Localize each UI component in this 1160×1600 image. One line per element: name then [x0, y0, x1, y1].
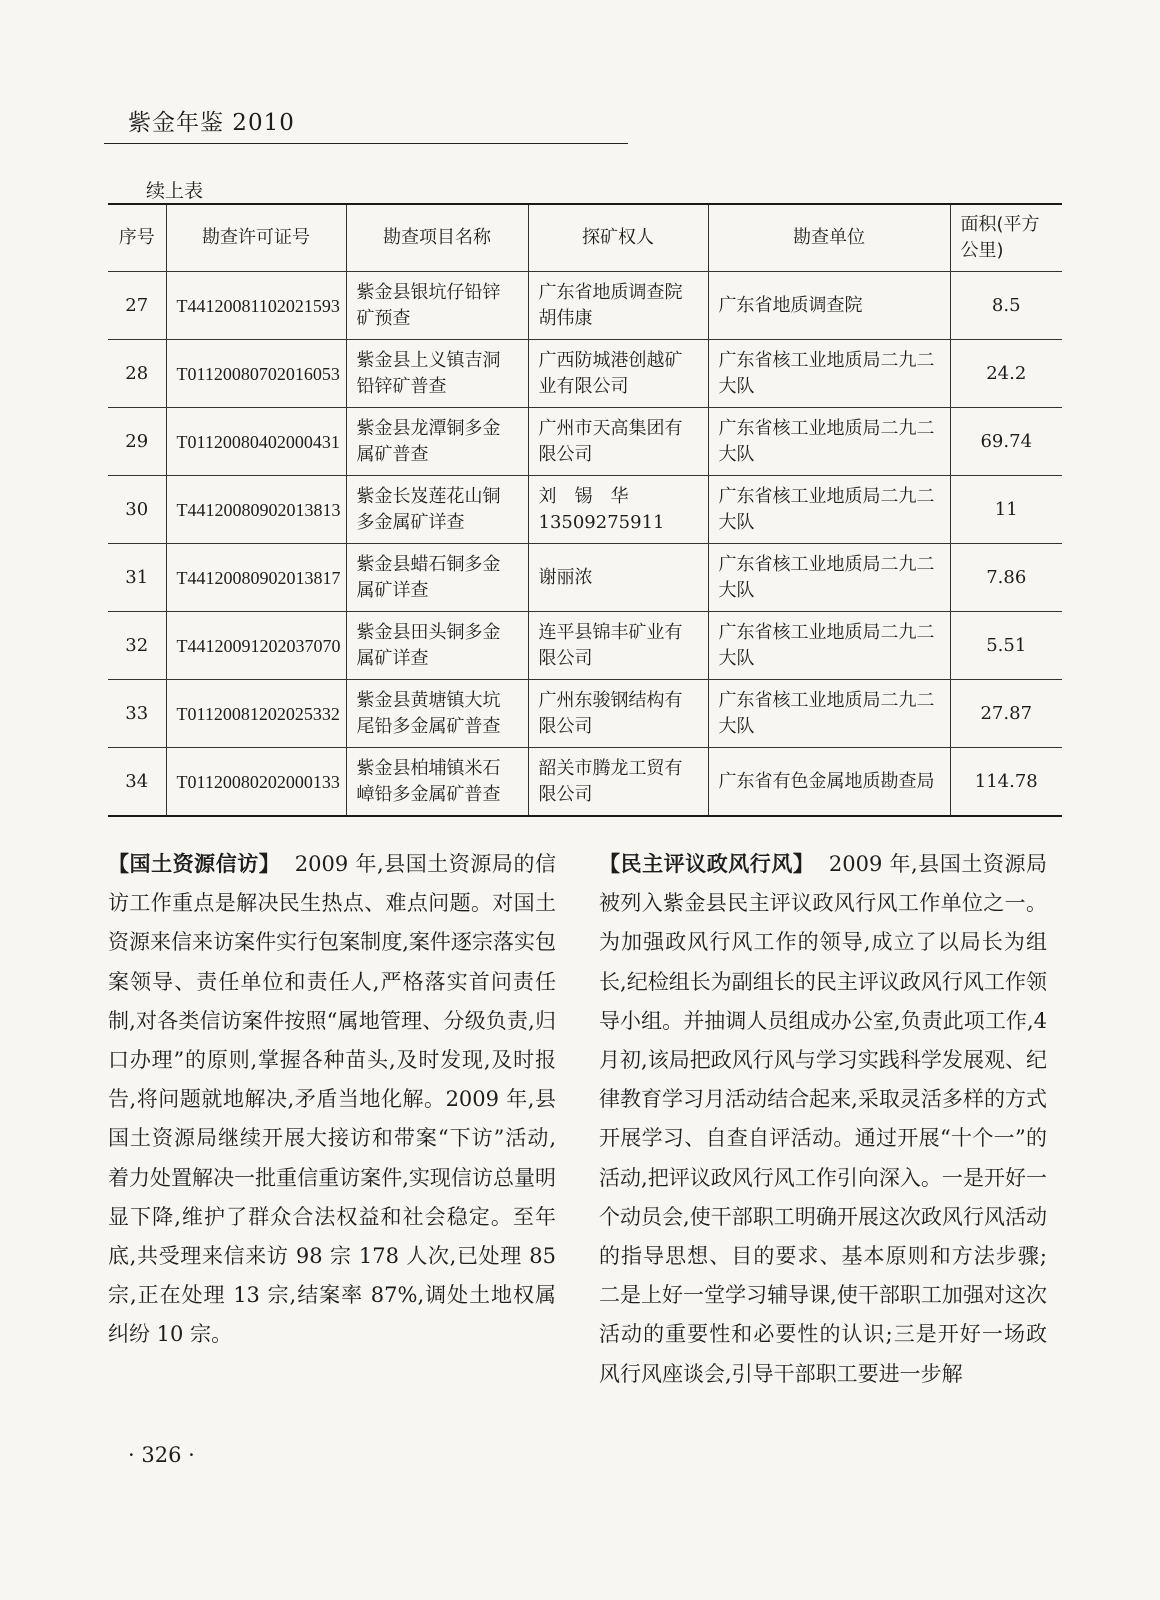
col-header-unit: 勘查单位 — [708, 204, 950, 272]
cell-area: 7.86 — [950, 544, 1062, 612]
cell-holder: 韶关市腾龙工贸有限公司 — [528, 748, 708, 817]
cell-holder: 广州市天高集团有限公司 — [528, 408, 708, 476]
cell-project: 紫金县柏埔镇米石嶂铅多金属矿普查 — [346, 748, 528, 817]
page-number: · 326 · — [128, 1443, 195, 1467]
running-header-title: 紫金年鉴 2010 — [128, 110, 295, 136]
cell-serial: 31 — [108, 544, 166, 612]
cell-area: 69.74 — [950, 408, 1062, 476]
cell-permit: T01120080702016053 — [166, 340, 346, 408]
table-row — [108, 748, 1062, 817]
table-row — [108, 680, 1062, 748]
cell-area: 5.51 — [950, 612, 1062, 680]
cell-permit: T44120081102021593 — [166, 272, 346, 340]
cell-permit: T01120080202000133 — [166, 748, 346, 817]
cell-serial: 30 — [108, 476, 166, 544]
cell-area: 24.2 — [950, 340, 1062, 408]
table-row — [108, 612, 1062, 680]
col-header-serial: 序号 — [108, 204, 166, 272]
cell-holder: 广西防城港创越矿业有限公司 — [528, 340, 708, 408]
table-header-row — [108, 204, 1062, 272]
cell-unit: 广东省核工业地质局二九二大队 — [708, 408, 950, 476]
cell-holder: 刘 锡 华 13509275911 — [528, 476, 708, 544]
cell-unit: 广东省核工业地质局二九二大队 — [708, 544, 950, 612]
cell-holder: 连平县锦丰矿业有限公司 — [528, 612, 708, 680]
cell-holder: 广州东骏钢结构有限公司 — [528, 680, 708, 748]
cell-project: 紫金县银坑仔铅锌矿预查 — [346, 272, 528, 340]
cell-unit: 广东省核工业地质局二九二大队 — [708, 476, 950, 544]
col-header-holder: 探矿权人 — [528, 204, 708, 272]
cell-permit: T44120080902013813 — [166, 476, 346, 544]
col-header-project: 勘查项目名称 — [346, 204, 528, 272]
section-democratic-appraisal — [599, 845, 1047, 1394]
cell-holder: 谢丽浓 — [528, 544, 708, 612]
cell-project: 紫金县田头铜多金属矿详查 — [346, 612, 528, 680]
section-land-resources-petition — [108, 845, 556, 1355]
cell-project: 紫金县黄塘镇大坑尾铅多金属矿普查 — [346, 680, 528, 748]
cell-unit: 广东省核工业地质局二九二大队 — [708, 612, 950, 680]
cell-project: 紫金县蜡石铜多金属矿详查 — [346, 544, 528, 612]
section-heading: 【国土资源信访】 — [108, 852, 281, 876]
cell-serial: 27 — [108, 272, 166, 340]
cell-project: 紫金县上义镇吉洞铅锌矿普查 — [346, 340, 528, 408]
cell-project: 紫金县龙潭铜多金属矿普查 — [346, 408, 528, 476]
section-body: 2009 年,县国土资源局的信访工作重点是解决民生热点、难点问题。对国土资源来信来访案件实行包案制度,案件逐宗落实包案领导、责任单位和责任人,严格落实首问责任制,对各类信访案件按照“属地管理、分级负责,归口办理”的原则,掌握各种苗头,及时发现,及时报告,将问题就地解决,矛盾当地化解。2009 年,县国土资源局继续开展大接访和带案“下访”活动,着力处置解决一批重信重访案件,实现信访总量明显下降,维护了群众合法权益和社会稳定。至年底,共受理来信来访 98 宗 178 人次,已处理 85 宗,正在处理 13 宗,结案率 87%,调处土地权属纠纷 10 宗。 — [108, 852, 556, 1347]
cell-unit: 广东省核工业地质局二九二大队 — [708, 340, 950, 408]
cell-area: 27.87 — [950, 680, 1062, 748]
cell-holder: 广东省地质调查院胡伟康 — [528, 272, 708, 340]
cell-area: 11 — [950, 476, 1062, 544]
cell-serial: 33 — [108, 680, 166, 748]
cell-area: 8.5 — [950, 272, 1062, 340]
cell-permit: T01120080402000431 — [166, 408, 346, 476]
header-rule — [104, 143, 628, 144]
table-row — [108, 476, 1062, 544]
cell-unit: 广东省核工业地质局二九二大队 — [708, 680, 950, 748]
cell-unit: 广东省有色金属地质勘查局 — [708, 748, 950, 817]
cell-unit: 广东省地质调查院 — [708, 272, 950, 340]
table-row — [108, 544, 1062, 612]
cell-serial: 32 — [108, 612, 166, 680]
table-row — [108, 408, 1062, 476]
cell-permit: T44120091202037070 — [166, 612, 346, 680]
section-body: 2009 年,县国土资源局被列入紫金县民主评议政风行风工作单位之一。为加强政风行风工作的领导,成立了以局长为组长,纪检组长为副组长的民主评议政风行风工作领导小组。并抽调人员组成办公室,负责此项工作,4 月初,该局把政风行风与学习实践科学发展观、纪律教育学习月活动结合起来,采取灵活多样的方式开展学习、自查自评活动。通过开展“十个一”的活动,把评议政风行风工作引向深入。一是开好一个动员会,使干部职工明确开展这次政风行风活动的指导思想、目的要求、基本原则和方法步骤;二是上好一堂学习辅导课,使干部职工加强对这次活动的重要性和必要性的认识;三是开好一场政风行风座谈会,引导干部职工要进一步解 — [599, 852, 1047, 1386]
cell-serial: 28 — [108, 340, 166, 408]
col-header-permit: 勘查许可证号 — [166, 204, 346, 272]
cell-project: 紫金长岌莲花山铜多金属矿详查 — [346, 476, 528, 544]
cell-permit: T44120080902013817 — [166, 544, 346, 612]
table-row — [108, 272, 1062, 340]
table-continuation-label: 续上表 — [146, 180, 204, 202]
cell-permit: T01120081202025332 — [166, 680, 346, 748]
cell-serial: 34 — [108, 748, 166, 817]
col-header-area: 面积(平方公里) — [950, 204, 1062, 272]
cell-area: 114.78 — [950, 748, 1062, 817]
exploration-license-table — [108, 203, 1062, 817]
table-row — [108, 340, 1062, 408]
section-heading: 【民主评议政风行风】 — [599, 852, 815, 876]
cell-serial: 29 — [108, 408, 166, 476]
